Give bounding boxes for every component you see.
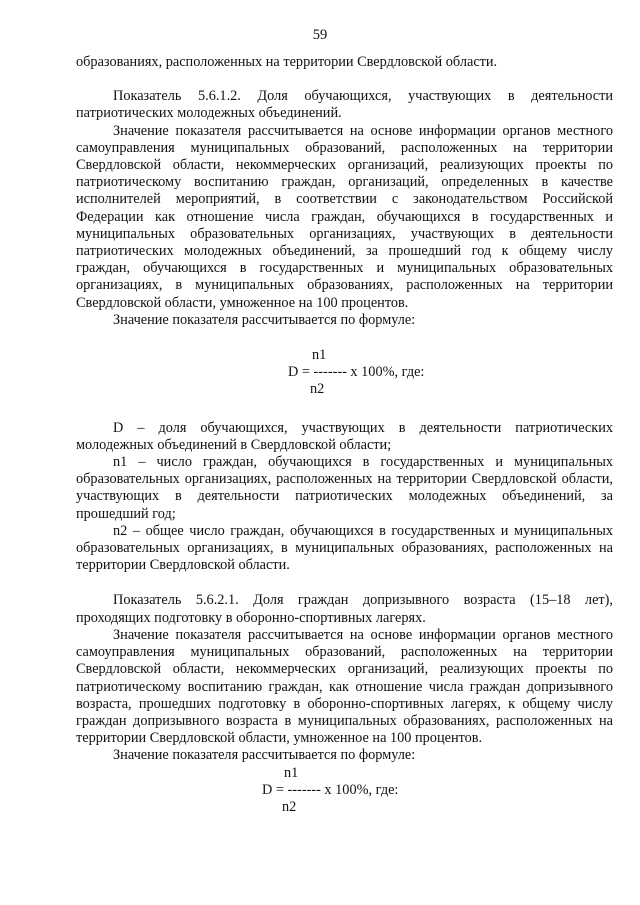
formula-intro: Значение показателя рассчитывается по формуле: bbox=[113, 311, 416, 328]
indicator-heading-5-6-2-1: Показатель 5.6.2.1. Доля граждан допризывного возраста (15–18 лет), проходящих подготовку в оборонно-спортивных лагерях. bbox=[76, 592, 613, 626]
formula-denominator: n2 bbox=[310, 381, 325, 398]
formula-block bbox=[76, 347, 613, 399]
formula-numerator: n1 bbox=[284, 764, 299, 781]
formula-main-line: D = ------- x 100%, где: bbox=[288, 364, 425, 381]
indicator-description-paragraph: Значение показателя рассчитывается на основе информации органов местного самоуправления муниципальных образований, расположенных на территории Свердловской области, некоммерческих организаций, реализующих проекты по патриотическому воспитанию граждан, организаций, определенных в качестве исполнителей мероприятий, в соответствии с законодательством Российской Федерации как отношение числа граждан, обучающихся в государственных и муниципальных образовательных организациях, участвующих в деятельности патриотических молодежных объединений, за прошедший год к общему числу граждан, обучающихся в государственных и муниципальных образовательных организациях, в муниципальных образованиях, расположенных на территории Свердловской области, умноженное на 100 процентов. bbox=[76, 122, 613, 311]
page-number: 59 bbox=[312, 27, 328, 43]
document-body bbox=[76, 54, 613, 816]
indicator-heading-5-6-1-2: Показатель 5.6.1.2. Доля обучающихся, участвующих в деятельности патриотических молодежных объединений. bbox=[76, 88, 613, 122]
formula-main-line: D = ------- x 100%, где: bbox=[262, 781, 399, 798]
formula-intro: Значение показателя рассчитывается по формуле: bbox=[113, 747, 416, 764]
formula-denominator: n2 bbox=[282, 798, 297, 815]
indicator-description-paragraph: Значение показателя рассчитывается на основе информации органов местного самоуправления муниципальных образований, расположенных на территории Свердловской области, некоммерческих организаций, реализующих проекты по патриотическому воспитанию граждан, как отношение числа граждан допризывного возраста, прошедших подготовку в оборонно-спортивных лагерях, к общему числу граждан допризывного возраста в муниципальных образованиях, расположенных на территории Свердловской области, умноженное на 100 процентов. bbox=[76, 626, 613, 747]
formula-numerator: n1 bbox=[312, 347, 327, 364]
definition-d: D – доля обучающихся, участвующих в деятельности патриотических молодежных объединений в Свердловской области; bbox=[76, 419, 613, 453]
definition-n1: n1 – число граждан, обучающихся в государственных и муниципальных образовательных организациях, расположенных на территории Свердловской области, участвующих в деятельности патриотических молодежных объединений, за прошедший год; bbox=[76, 454, 613, 522]
definition-n2: n2 – общее число граждан, обучающихся в государственных и муниципальных образовательных организациях, в муниципальных образованиях, расположенных на территории Свердловской области. bbox=[76, 522, 613, 574]
formula-block bbox=[76, 765, 613, 817]
paragraph-continuation: образованиях, расположенных на территории Свердловской области. bbox=[76, 54, 498, 70]
